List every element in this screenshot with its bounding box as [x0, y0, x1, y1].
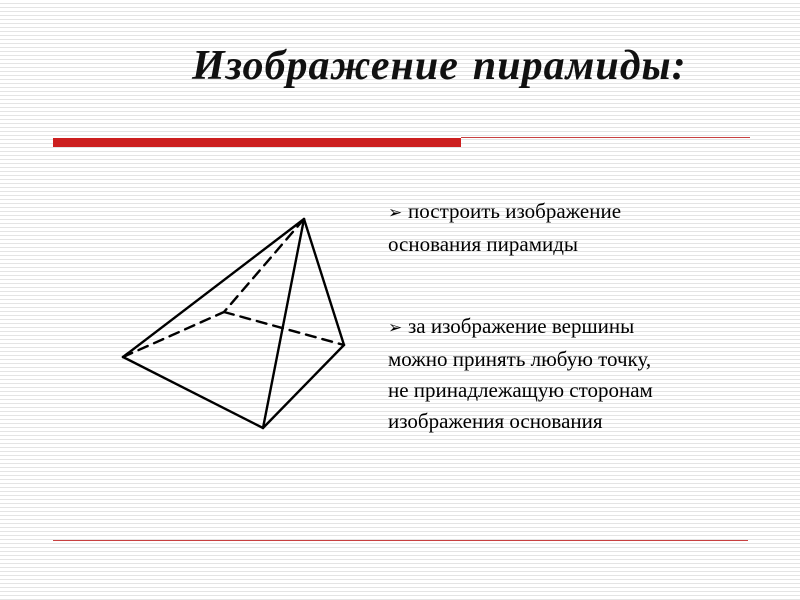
pyramid-edge-apex-front [263, 219, 304, 428]
bullet-text: построить изображение [408, 199, 622, 223]
arrowhead-bullet-icon: ➢ [388, 318, 403, 338]
bullet-item [388, 196, 778, 260]
pyramid-edge-apex-left [123, 219, 304, 357]
bullet-text: за изображение вершины [408, 314, 635, 338]
footer-rule [53, 540, 748, 541]
bullet-line: не принадлежащую сторонам [388, 378, 653, 402]
pyramid-base-edge-front-right [263, 345, 344, 428]
pyramid-hidden-edge-apex-back [224, 219, 304, 312]
bullet-line [388, 311, 778, 344]
pyramid-base-edge-left-front [123, 357, 263, 428]
pyramid-edge-apex-right [304, 219, 344, 345]
arrowhead-bullet-icon: ➢ [388, 203, 403, 223]
bullet-line: можно принять любую точку, [388, 347, 652, 371]
bullet-line: изображения основания [388, 409, 603, 433]
bullet-line [388, 196, 778, 229]
bullet-list [388, 196, 778, 437]
title-word-1: Изображение [192, 43, 459, 89]
title-word-2: пирамиды: [472, 43, 687, 89]
bullet-line: основания пирамиды [388, 232, 579, 256]
bullet-item [388, 311, 778, 437]
